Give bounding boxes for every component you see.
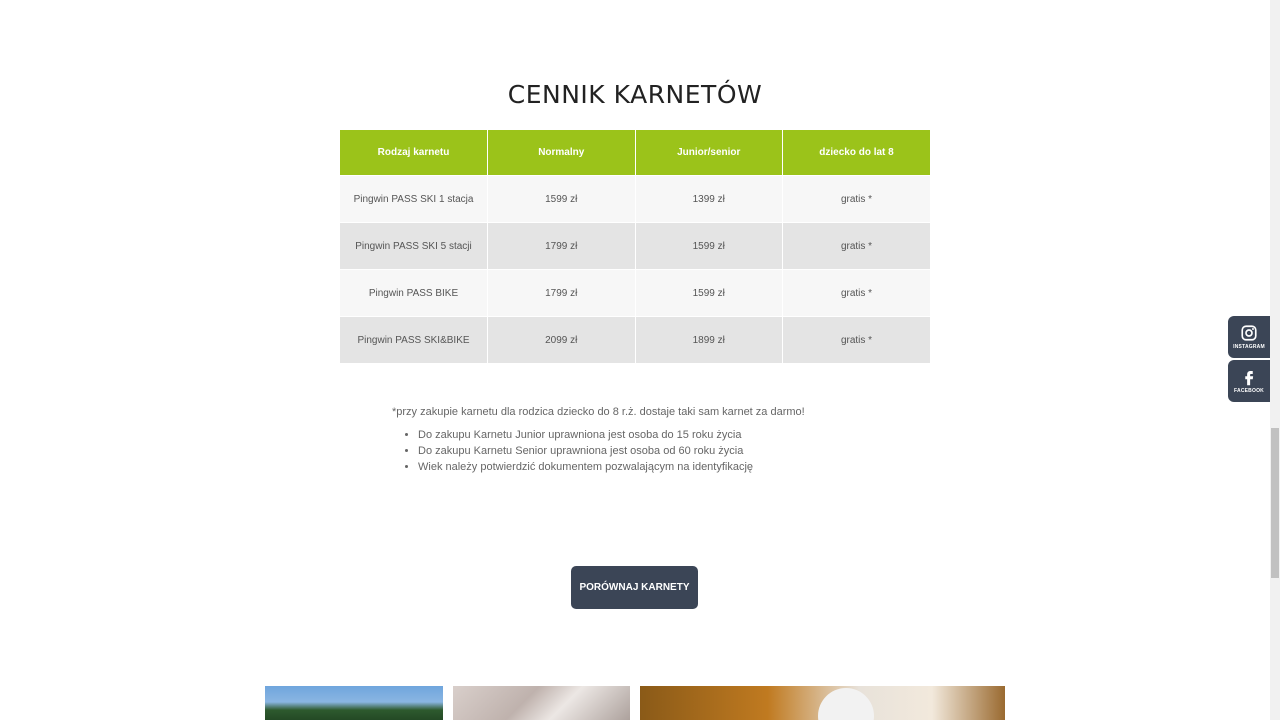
pass-name-cell: Pingwin PASS BIKE	[340, 270, 488, 317]
table-header-row	[340, 130, 930, 176]
table-row	[340, 270, 930, 317]
pricing-table	[340, 130, 930, 363]
header-junior-senior: Junior/senior	[635, 130, 783, 176]
pass-name-cell: Pingwin PASS SKI&BIKE	[340, 317, 488, 364]
junior-senior-price-cell: 1399 zł	[635, 176, 783, 223]
list-item: • Do zakupu Karnetu Senior uprawniona jest osoba od 60 roku życia	[418, 443, 805, 459]
gallery-photo-interior[interactable]	[453, 686, 630, 720]
child-price-cell: gratis *	[783, 317, 931, 364]
facebook-icon	[1240, 368, 1258, 386]
pass-name-cell: Pingwin PASS SKI 5 stacji	[340, 223, 488, 270]
facebook-label: FACEBOOK	[1234, 388, 1264, 394]
gallery-photo-cyclist[interactable]	[640, 686, 1005, 720]
child-price-cell: gratis *	[783, 270, 931, 317]
normal-price-cell: 1799 zł	[488, 270, 636, 317]
gallery-photo-forest[interactable]	[265, 686, 443, 720]
footnote-text: *przy zakupie karnetu dla rodzica dziecko do 8 r.ż. dostaje taki sam karnet za darmo!	[392, 406, 805, 418]
list-item: • Wiek należy potwierdzić dokumentem pozwalającym na identyfikację	[418, 459, 805, 475]
helmet-shape	[818, 688, 874, 720]
instagram-icon	[1240, 324, 1258, 342]
facebook-button[interactable]	[1228, 360, 1270, 402]
table-row	[340, 176, 930, 223]
junior-senior-price-cell: 1899 zł	[635, 317, 783, 364]
header-pass-type: Rodzaj karnetu	[340, 130, 488, 176]
table-row	[340, 317, 930, 364]
table-row	[340, 223, 930, 270]
pass-name-cell: Pingwin PASS SKI 1 stacja	[340, 176, 488, 223]
compare-passes-button[interactable]: PORÓWNAJ KARNETY	[571, 566, 698, 609]
list-item: • Do zakupu Karnetu Junior uprawniona jest osoba do 15 roku życia	[418, 427, 805, 443]
normal-price-cell: 2099 zł	[488, 317, 636, 364]
scrollbar-thumb[interactable]	[1271, 428, 1279, 578]
instagram-button[interactable]	[1228, 316, 1270, 358]
requirements-list	[392, 427, 805, 475]
header-normal: Normalny	[488, 130, 636, 176]
child-price-cell: gratis *	[783, 223, 931, 270]
instagram-label: INSTAGRAM	[1233, 344, 1265, 350]
junior-senior-price-cell: 1599 zł	[635, 223, 783, 270]
normal-price-cell: 1599 zł	[488, 176, 636, 223]
child-price-cell: gratis *	[783, 176, 931, 223]
page-title: CENNIK KARNETÓW	[507, 80, 763, 109]
junior-senior-price-cell: 1599 zł	[635, 270, 783, 317]
header-child: dziecko do lat 8	[783, 130, 931, 176]
scrollbar[interactable]	[1270, 0, 1280, 720]
pricing-notes	[392, 406, 805, 475]
normal-price-cell: 1799 zł	[488, 223, 636, 270]
